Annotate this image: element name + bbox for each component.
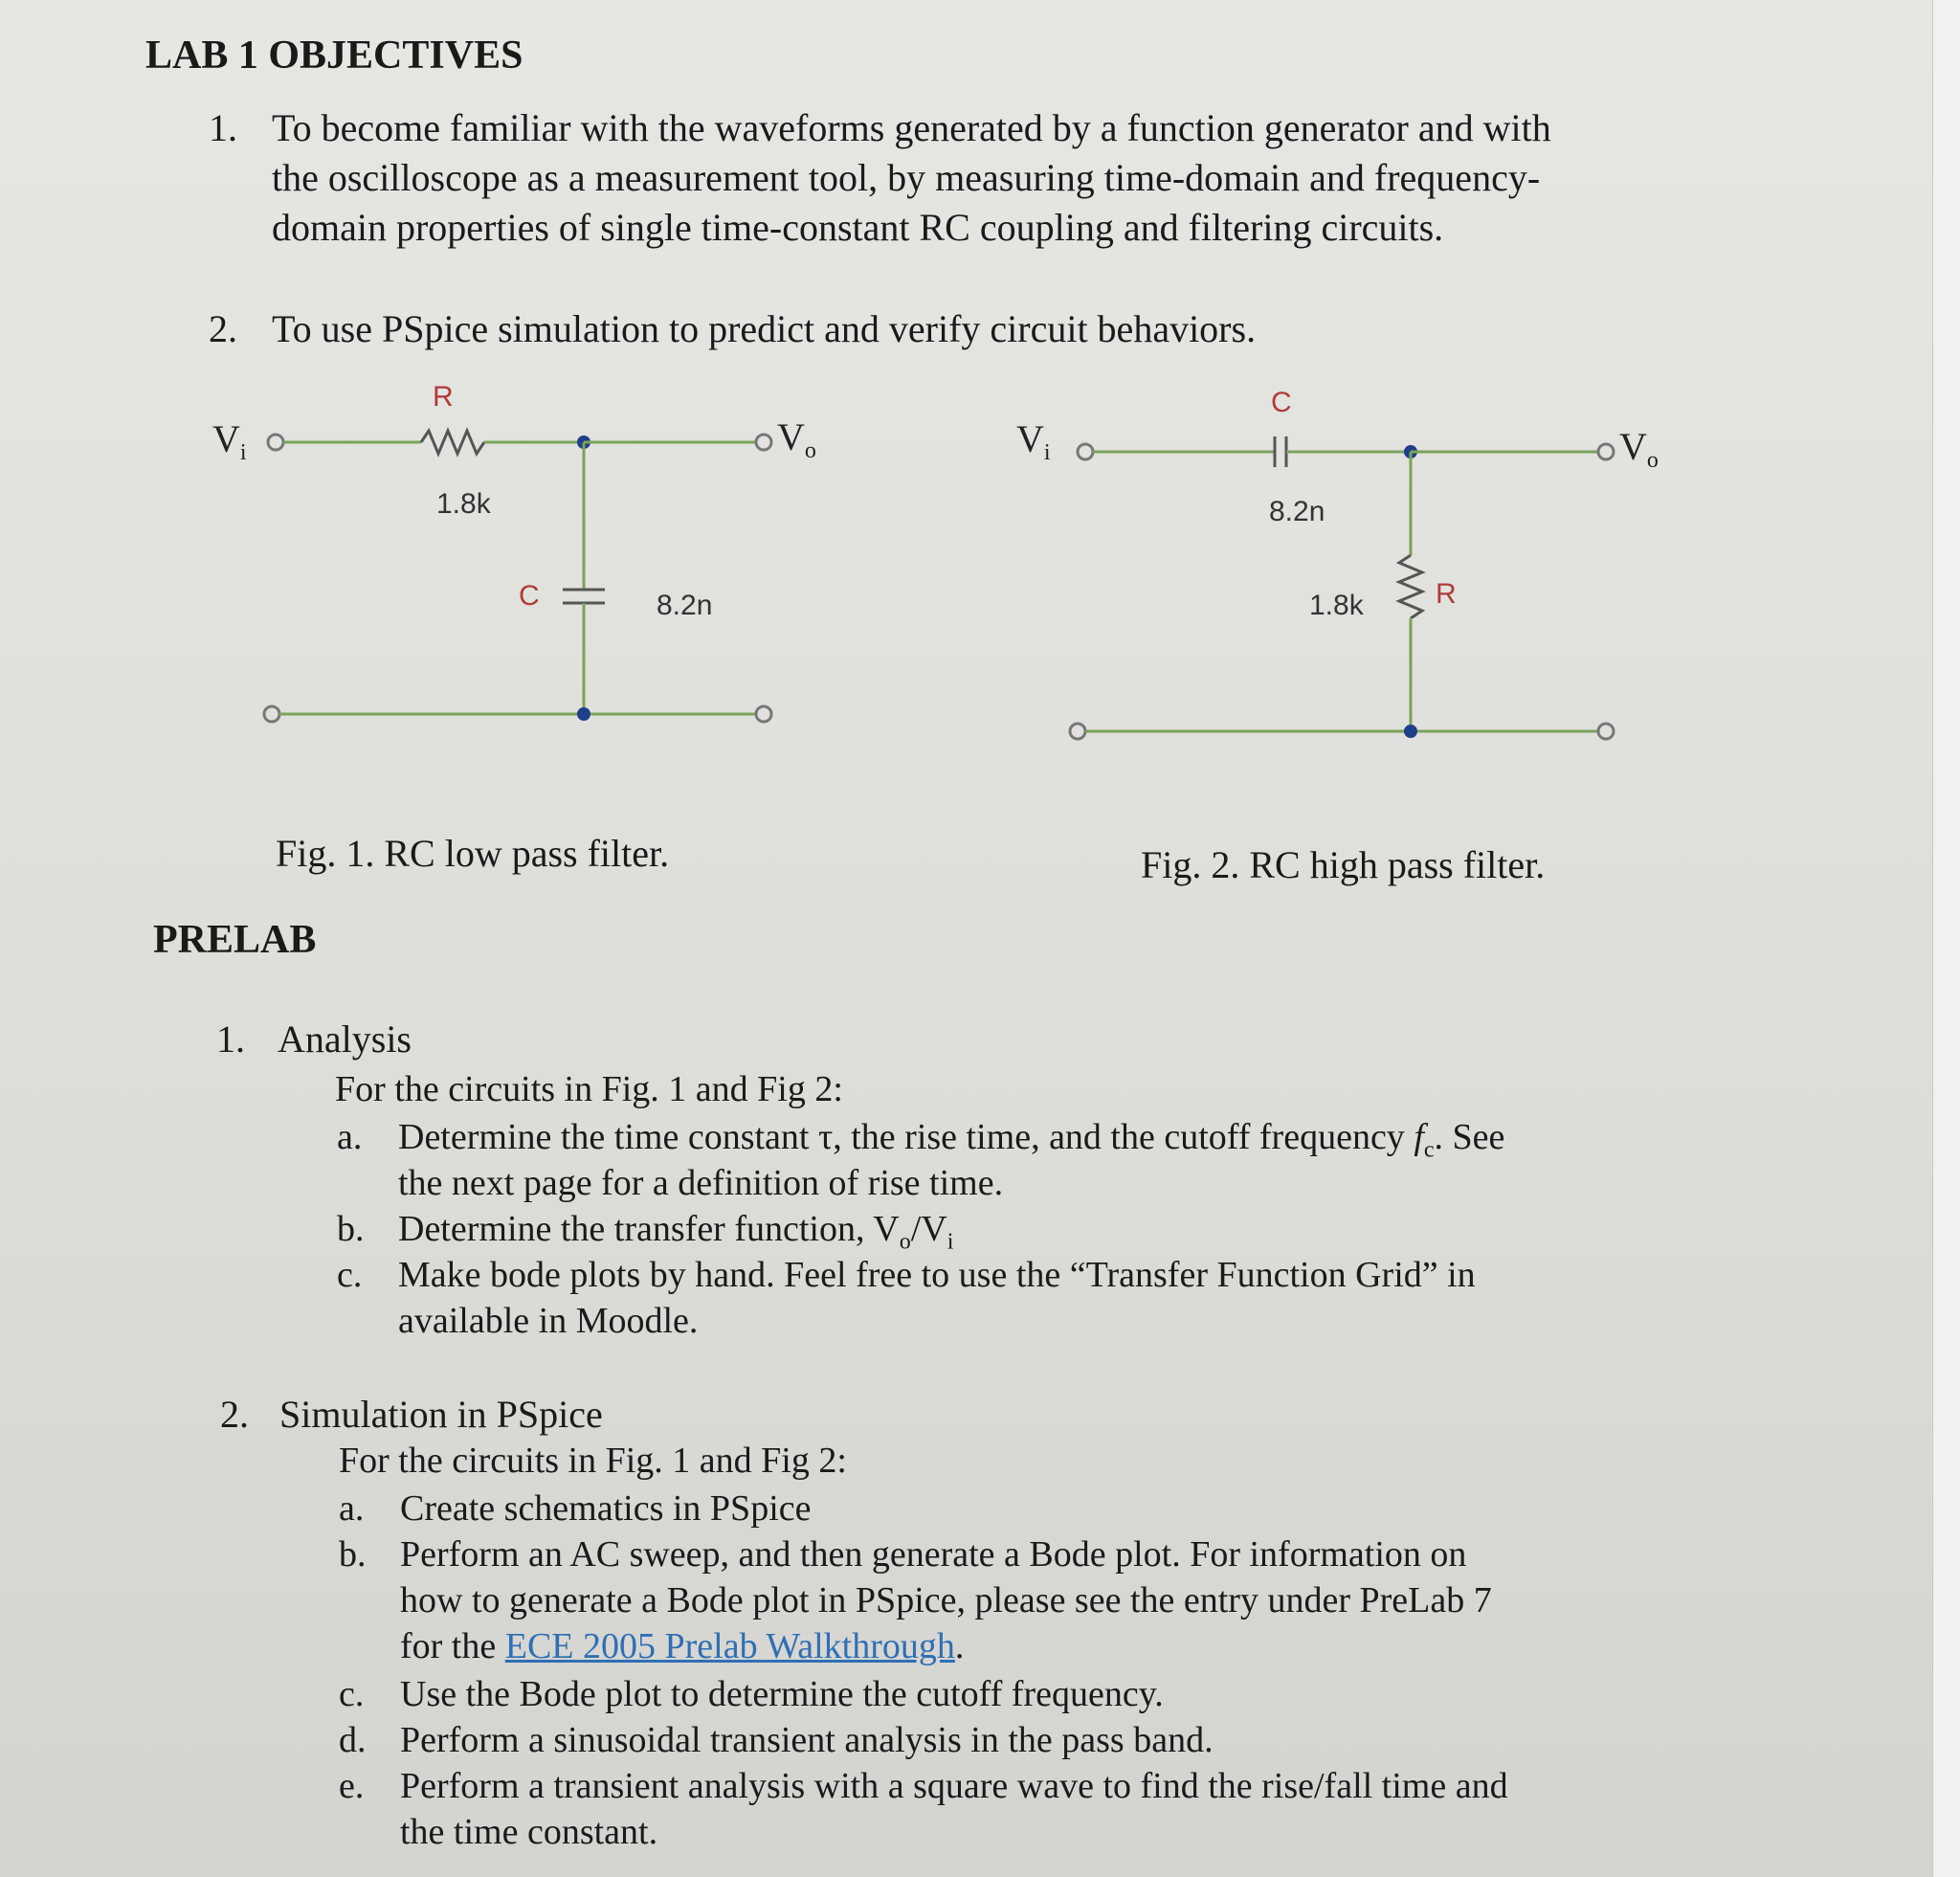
fig1-r-value: 1.8k	[436, 488, 491, 520]
fig2-high-pass-schematic	[1005, 373, 1694, 756]
prelab-simulation-c-letter: c.	[339, 1674, 365, 1714]
prelab-simulation-b-line-1: Perform an AC sweep, and then generate a Bode plot. For information on	[400, 1534, 1467, 1575]
fig2-caption: Fig. 2. RC high pass filter.	[1141, 843, 1546, 886]
fig2-c-value: 8.2n	[1269, 496, 1325, 527]
objective-2-number: 2.	[209, 307, 237, 350]
prelab-simulation-a-letter: a.	[339, 1488, 365, 1529]
prelab-simulation-number: 2.	[220, 1393, 249, 1436]
fig2-resistor-symbol	[1399, 555, 1422, 618]
prelab-heading: PRELAB	[153, 918, 317, 962]
prelab-analysis-c-line-2: available in Moodle.	[398, 1301, 699, 1341]
fig1-low-pass-schematic	[191, 373, 880, 756]
fig2-c-label: C	[1271, 387, 1292, 418]
fig2-r-label: R	[1436, 578, 1457, 610]
prelab-simulation-title: Simulation in PSpice	[279, 1393, 603, 1436]
prelab-walkthrough-link[interactable]: ECE 2005 Prelab Walkthrough	[504, 1626, 955, 1666]
prelab-analysis-a-line-1: Determine the time constant τ, the rise time, and the cutoff frequency $f_c$. See	[398, 1117, 1505, 1163]
fig1-output-terminal	[756, 435, 771, 450]
prelab-simulation-c-text: Use the Bode plot to determine the cutoff frequency.	[400, 1674, 1164, 1714]
prelab-analysis-c-line-1: Make bode plots by hand. Feel free to use the “Transfer Function Grid” in	[398, 1255, 1476, 1295]
fig2-node-dot	[1404, 725, 1417, 738]
prelab-analysis-a-line-2: the next page for a definition of rise time.	[398, 1163, 1004, 1203]
objective-1-line-3: domain properties of single time-constant RC coupling and filtering circuits.	[272, 206, 1444, 249]
prelab-analysis-c-letter: c.	[337, 1255, 363, 1295]
prelab-simulation-intro: For the circuits in Fig. 1 and Fig 2:	[339, 1441, 847, 1481]
objectives-heading: LAB 1 OBJECTIVES	[145, 34, 523, 78]
fig1-resistor-symbol	[421, 431, 484, 454]
objective-1-line-2: the oscilloscope as a measurement tool, by measuring time-domain and frequency-	[272, 156, 1541, 199]
fig2-output-terminal	[1598, 444, 1614, 459]
prelab-analysis-b-text: Determine the transfer function, $V_o/V_i$	[398, 1209, 954, 1255]
fig1-ground-terminal-left	[264, 706, 279, 722]
page-edge	[1932, 0, 1960, 1877]
prelab-simulation-e-letter: e.	[339, 1766, 365, 1806]
objective-1-text	[272, 103, 1707, 253]
objective-1-line-1: To become familiar with the waveforms generated by a function generator and with	[272, 106, 1551, 149]
fig2-ground-terminal-left	[1070, 724, 1085, 739]
prelab-analysis-number: 1.	[216, 1017, 245, 1061]
prelab-simulation-e-line-2: the time constant.	[400, 1812, 658, 1852]
prelab-simulation-e-line-1: Perform a transient analysis with a square wave to find the rise/fall time and	[400, 1766, 1508, 1806]
fig2-r-value: 1.8k	[1309, 590, 1364, 621]
fig1-caption: Fig. 1. RC low pass filter.	[276, 832, 670, 875]
fig2-input-terminal	[1078, 444, 1093, 459]
fig2-vi-label: $V_i$	[1016, 417, 1051, 465]
fig1-input-terminal	[268, 435, 283, 450]
fig1-vi-label: $V_i$	[212, 417, 247, 465]
fig1-c-value: 8.2n	[657, 590, 713, 621]
fig1-c-label: C	[519, 580, 540, 612]
prelab-simulation-b-line-3: for the ECE 2005 Prelab Walkthrough.	[400, 1626, 965, 1666]
fig1-vo-label: $V_o$	[777, 415, 816, 463]
prelab-simulation-b-line-2: how to generate a Bode plot in PSpice, please see the entry under PreLab 7	[400, 1580, 1492, 1620]
prelab-simulation-b-letter: b.	[339, 1534, 367, 1575]
prelab-analysis-title: Analysis	[278, 1017, 412, 1061]
prelab-simulation-d-text: Perform a sinusoidal transient analysis in the pass band.	[400, 1720, 1214, 1760]
prelab-analysis-intro: For the circuits in Fig. 1 and Fig 2:	[335, 1069, 843, 1109]
prelab-simulation-d-letter: d.	[339, 1720, 367, 1760]
fig2-vo-label: $V_o$	[1619, 425, 1659, 473]
fig1-node-dot	[577, 707, 590, 721]
objective-2-text: To use PSpice simulation to predict and verify circuit behaviors.	[272, 307, 1257, 350]
fig2-ground-terminal-right	[1598, 724, 1614, 739]
objective-1-number: 1.	[209, 106, 237, 149]
prelab-analysis-b-letter: b.	[337, 1209, 365, 1249]
fig1-r-label: R	[433, 381, 454, 413]
prelab-analysis-a-letter: a.	[337, 1117, 363, 1157]
fig1-ground-terminal-right	[756, 706, 771, 722]
prelab-simulation-a-text: Create schematics in PSpice	[400, 1488, 812, 1529]
